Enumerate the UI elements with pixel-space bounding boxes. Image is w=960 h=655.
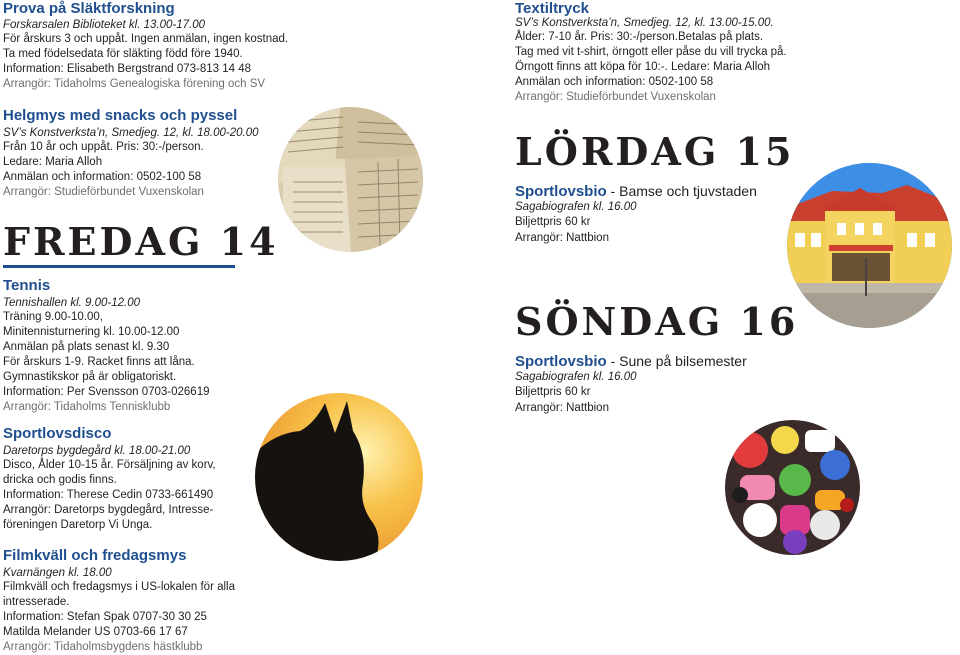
event-line: Information: Therese Cedin 0733-661490 [3, 489, 214, 501]
event-filmkvall [3, 547, 283, 655]
event-slaktforskning [3, 0, 343, 92]
event-tennis [3, 277, 303, 415]
event-sportlovsbio-bamse [515, 183, 775, 246]
event-place-time: Sagabiografen kl. 16.00 [515, 371, 637, 383]
event-place-time: SV’s Konstverksta’n, Smedjeg. 12, kl. 13.00-15.00. [515, 17, 774, 29]
event-line: Anmälan och information: 0502-100 58 [515, 76, 714, 88]
event-line: Träning 9.00-10.00, [3, 311, 103, 323]
event-title-movie: - Sune på bilsemester [606, 353, 747, 369]
event-place-time: Kvarnängen kl. 18.00 [3, 567, 112, 579]
event-line: föreningen Daretorp Vi Unga. [3, 519, 153, 531]
event-line: Filmkväll och fredagsmys i US-lokalen för alla [3, 581, 235, 593]
event-title: Sportlovsdisco [3, 425, 112, 442]
event-disco [3, 425, 263, 533]
event-line: Matilda Melander US 0703-66 17 67 [3, 626, 188, 638]
event-place-time: SV’s Konstverksta’n, Smedjeg. 12, kl. 18.00-20.00 [3, 127, 259, 139]
event-title: Filmkväll och fredagsmys [3, 547, 187, 564]
event-organizer: Arrangör: Nattbion [515, 232, 609, 244]
event-line: Information: Stefan Spak 0707-30 30 25 [3, 611, 207, 623]
event-line: Örngott finns att köpa för 10:-. Ledare: Maria Alloh [515, 61, 771, 73]
event-line: Biljettpris 60 kr [515, 386, 591, 398]
event-line: Gymnastikskor på är obligatoriskt. [3, 371, 177, 383]
saga-cinema-building-photo [787, 163, 952, 328]
old-documents-photo [278, 107, 423, 252]
event-place-time: Tennishallen kl. 9.00-12.00 [3, 297, 141, 309]
event-line: Ålder: 7-10 år. Pris: 30:-/person.Betalas på plats. [515, 31, 764, 43]
event-line: Ta med födelsedata för släkting född före 1940. [3, 48, 243, 60]
event-organizer: Arrangör: Tidaholms Genealogiska förening och SV [3, 78, 266, 90]
event-title: Tennis [3, 277, 51, 294]
event-line: Information: Elisabeth Bergstrand 073-813 14 48 [3, 63, 252, 75]
event-title-main: Sportlovsbio [515, 183, 607, 200]
event-line: Biljettpris 60 kr [515, 216, 591, 228]
event-title: Helgmys med snacks och pyssel [3, 107, 238, 124]
horse-silhouette-photo [255, 393, 423, 561]
event-title-movie: - Bamse och tjuvstaden [606, 183, 757, 199]
event-place-time: Daretorps bygdegård kl. 18.00-21.00 [3, 445, 191, 457]
event-line: intresserade. [3, 596, 70, 608]
event-organizer: Arrangör: Studieförbundet Vuxenskolan [515, 91, 716, 103]
day-heading-sondag: SÖNDAG 16 [515, 299, 799, 344]
event-organizer: Arrangör: Nattbion [515, 402, 609, 414]
event-line: dricka och godis finns. [3, 474, 117, 486]
event-title [515, 183, 775, 200]
event-title-main: Sportlovsbio [515, 353, 607, 370]
day-heading-rule [3, 265, 235, 268]
event-line: Anmälan och information: 0502-100 58 [3, 171, 202, 183]
event-organizer: Arrangör: Tidaholms Tennisklubb [3, 401, 171, 413]
event-title: Prova på Släktforskning [3, 0, 175, 17]
event-title: Textiltryck [515, 0, 589, 17]
event-line: Disco, Ålder 10-15 år. Försäljning av korv, [3, 459, 216, 471]
event-place-time: Forskarsalen Biblioteket kl. 13.00-17.00 [3, 19, 205, 31]
event-line: Anmälan på plats senast kl. 9.30 [3, 341, 170, 353]
day-heading-lordag: LÖRDAG 15 [515, 129, 795, 174]
day-heading-fredag: FREDAG 14 [3, 219, 279, 264]
event-place-time: Sagabiografen kl. 16.00 [515, 201, 637, 213]
event-line: För årskurs 3 och uppåt. Ingen anmälan, ingen kostnad. [3, 33, 289, 45]
event-organizer: Arrangör: Studieförbundet Vuxenskolan [3, 186, 204, 198]
event-line: Tag med vit t-shirt, örngott eller påse du vill trycka på. [515, 46, 787, 58]
event-line: Information: Per Svensson 0703-026619 [3, 386, 210, 398]
event-sportlovsbio-sune [515, 353, 775, 416]
event-organizer: Arrangör: Tidaholmsbygdens hästklubb [3, 641, 203, 653]
event-helgmys [3, 107, 303, 200]
event-line: Från 10 år och uppåt. Pris: 30:-/person. [3, 141, 204, 153]
event-line: Minitennisturnering kl. 10.00-12.00 [3, 326, 180, 338]
event-line: Ledare: Maria Alloh [3, 156, 103, 168]
event-line: För årskurs 1-9. Racket finns att låna. [3, 356, 195, 368]
candy-photo [725, 420, 860, 555]
event-title [515, 353, 775, 370]
event-line: Arrangör: Daretorps bygdegård, Intresse- [3, 504, 214, 516]
event-textiltryck [515, 0, 835, 105]
